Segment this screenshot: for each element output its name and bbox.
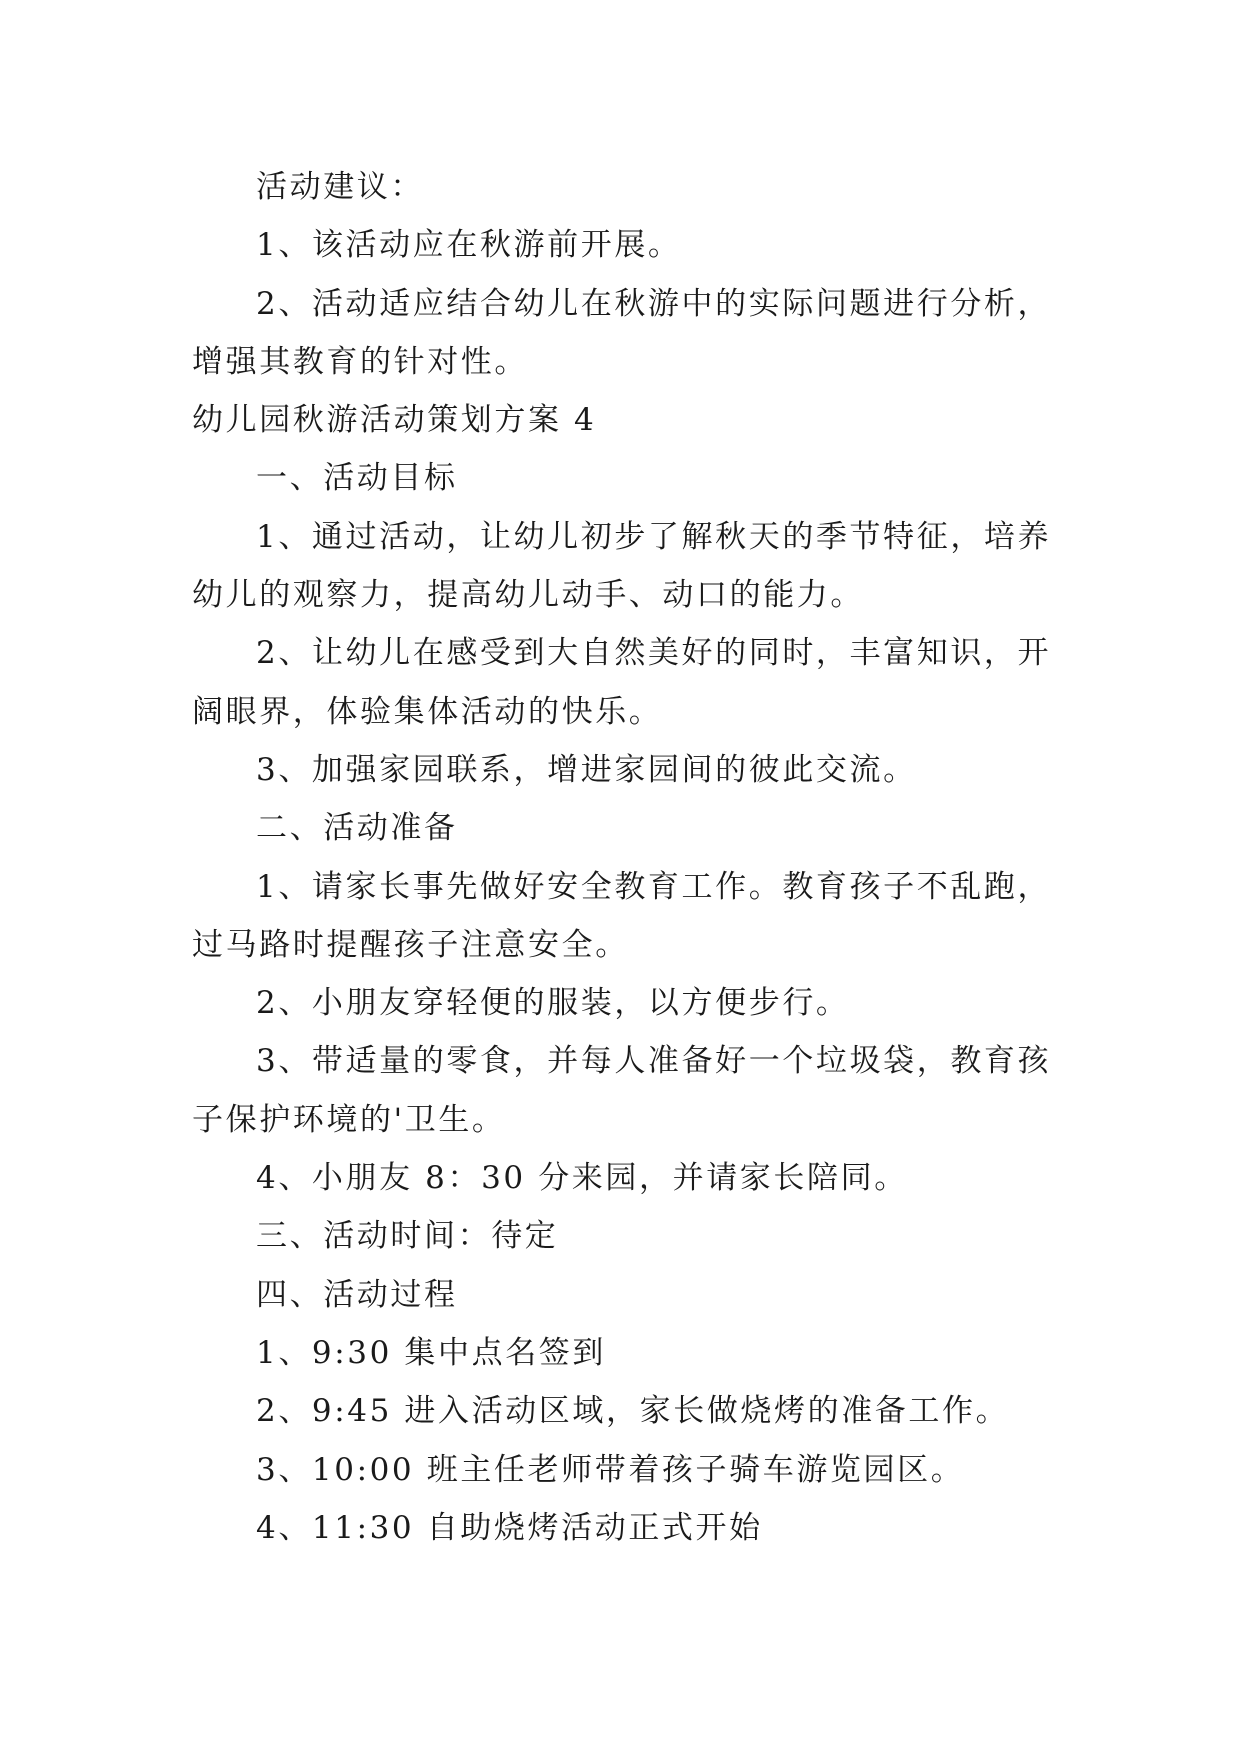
paragraph-line: 过马路时提醒孩子注意安全。 — [192, 926, 629, 963]
document-title: 幼儿园秋游活动策划方案 4 — [192, 402, 597, 439]
section-heading: 二、活动准备 — [256, 810, 458, 847]
section-heading: 三、活动时间：待定 — [256, 1218, 559, 1255]
paragraph-line: 2、9:45 进入活动区域，家长做烧烤的准备工作。 — [256, 1393, 1010, 1430]
paragraph-line: 2、让幼儿在感受到大自然美好的同时，丰富知识，开 — [256, 635, 1052, 672]
paragraph-line: 3、加强家园联系，增进家园间的彼此交流。 — [256, 751, 917, 788]
paragraph-line: 1、请家长事先做好安全教育工作。教育孩子不乱跑， — [256, 868, 1052, 905]
section-heading: 四、活动过程 — [256, 1276, 458, 1313]
section-heading: 活动建议： — [256, 169, 424, 205]
paragraph-line: 子保护环境的'卫生。 — [192, 1101, 506, 1138]
paragraph-line: 3、带适量的零食，并每人准备好一个垃圾袋，教育孩 — [256, 1043, 1052, 1080]
paragraph-line: 1、该活动应在秋游前开展。 — [256, 227, 682, 264]
paragraph-line: 2、活动适应结合幼儿在秋游中的实际问题进行分析， — [256, 285, 1052, 322]
paragraph-line: 4、11:30 自助烧烤活动正式开始 — [256, 1509, 763, 1546]
paragraph-line: 3、10:00 班主任老师带着孩子骑车游览园区。 — [256, 1451, 965, 1488]
paragraph-line: 增强其教育的针对性。 — [192, 343, 528, 380]
paragraph-line: 阔眼界，体验集体活动的快乐。 — [192, 693, 663, 730]
paragraph-line: 1、9:30 集中点名签到 — [256, 1334, 606, 1371]
document-body — [192, 158, 1052, 1557]
paragraph-line: 4、小朋友 8：30 分来园，并请家长陪同。 — [256, 1160, 908, 1197]
paragraph-line: 幼儿的观察力，提高幼儿动手、动口的能力。 — [192, 577, 864, 614]
section-heading: 一、活动目标 — [256, 460, 458, 497]
paragraph-line: 2、小朋友穿轻便的服装，以方便步行。 — [256, 985, 850, 1022]
paragraph-line: 1、通过活动，让幼儿初步了解秋天的季节特征，培养 — [256, 518, 1052, 555]
